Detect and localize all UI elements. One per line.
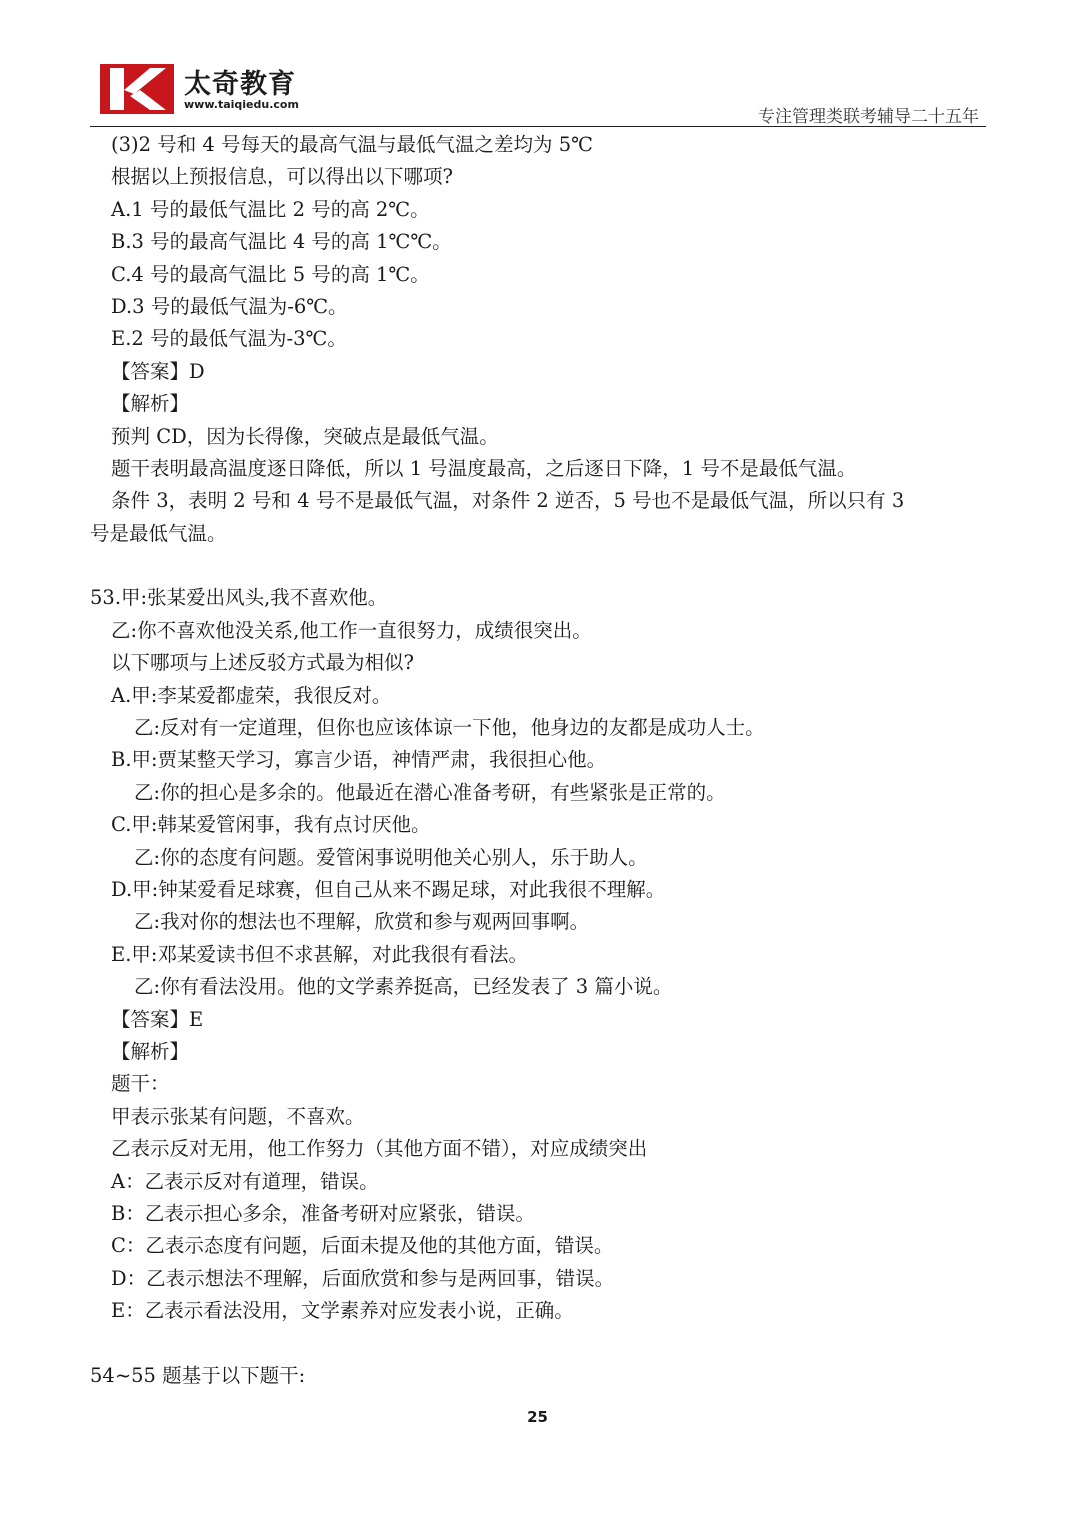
q53-stem: 以下哪项与上述反驳方式最为相似? — [111, 651, 414, 675]
q53-analysis-line: C：乙表示态度有问题，后面未提及他的其他方面，错误。 — [111, 1234, 614, 1258]
q53-option-c-jia: C.甲:韩某爱管闲事，我有点讨厌他。 — [111, 813, 431, 837]
header-tagline: 专注管理类联考辅导二十五年 — [758, 107, 979, 127]
q53-analysis-line: A：乙表示反对有道理，错误。 — [111, 1169, 379, 1193]
q53-analysis-label: 【解析】 — [111, 1039, 190, 1063]
q53-option-e-yi: 乙:你有看法没用。他的文学素养挺高，已经发表了 3 篇小说。 — [134, 975, 673, 999]
q52-stem: 根据以上预报信息，可以得出以下哪项? — [111, 165, 453, 189]
q53-analysis-line: 题干： — [111, 1072, 170, 1096]
q53-analysis-line: 乙表示反对无用，他工作努力（其他方面不错），对应成绩突出 — [111, 1137, 648, 1161]
page-header — [0, 0, 1075, 130]
q53-analysis-line: D：乙表示想法不理解，后面欣赏和参与是两回事，错误。 — [111, 1266, 615, 1290]
q53-option-e-jia: E.甲:邓某爱读书但不求甚解，对此我很有看法。 — [111, 942, 529, 966]
q53-analysis-line: B：乙表示担心多余，准备考研对应紧张，错误。 — [111, 1201, 535, 1225]
q53-option-c-yi: 乙:你的态度有问题。爱管闲事说明他关心别人，乐于助人。 — [134, 845, 648, 869]
q52-analysis-label: 【解析】 — [111, 392, 190, 416]
taiqi-logo-icon — [100, 64, 174, 114]
q53-option-a-jia: A.甲:李某爱都虚荣，我很反对。 — [111, 683, 392, 707]
q52-condition-3: (3)2 号和 4 号每天的最高气温与最低气温之差均为 5℃ — [111, 133, 593, 156]
q53-option-a-yi: 乙:反对有一定道理，但你也应该体谅一下他，他身边的友都是成功人士。 — [134, 716, 765, 740]
q52-option-b: B.3 号的最高气温比 4 号的高 1℃℃。 — [111, 230, 452, 254]
q52-analysis-line: 条件 3，表明 2 号和 4 号不是最低气温，对条件 2 逆否，5 号也不是最低气温，所以只有 3 — [111, 489, 905, 513]
q53-option-b-yi: 乙:你的担心是多余的。他最近在潜心准备考研，有些紧张是正常的。 — [134, 780, 726, 804]
q52-option-c: C.4 号的最高气温比 5 号的高 1℃。 — [111, 262, 430, 286]
q53-option-d-yi: 乙:我对你的想法也不理解，欣赏和参与观两回事啊。 — [134, 910, 590, 934]
q54-55-intro: 54~55 题基于以下题干: — [90, 1363, 306, 1387]
q52-option-e: E.2 号的最低气温为-3℃。 — [111, 327, 347, 351]
q53-option-b-jia: B.甲:贾某整天学习，寡言少语，神情严肃，我很担心他。 — [111, 748, 607, 772]
brand-url: www.taiqiedu.com — [184, 98, 299, 111]
document-body — [90, 129, 990, 1392]
q52-analysis-line: 号是最低气温。 — [90, 521, 227, 545]
q53-answer: 【答案】E — [111, 1007, 204, 1031]
q52-option-a: A.1 号的最低气温比 2 号的高 2℃。 — [111, 197, 430, 221]
q53-jia-statement: 53.甲:张某爱出风头,我不喜欢他。 — [90, 586, 388, 610]
page-number: 25 — [527, 1408, 548, 1426]
header-divider — [90, 126, 986, 127]
brand-name: 太奇教育 — [184, 69, 296, 100]
q52-analysis-line: 题干表明最高温度逐日降低，所以 1 号温度最高，之后逐日下降，1 号不是最低气温。 — [111, 456, 857, 480]
q52-analysis-line: 预判 CD，因为长得像，突破点是最低气温。 — [111, 424, 499, 448]
q53-analysis-line: E：乙表示看法没用，文学素养对应发表小说，正确。 — [111, 1299, 574, 1323]
q53-analysis-line: 甲表示张某有问题，不喜欢。 — [111, 1104, 365, 1128]
q52-option-d: D.3 号的最低气温为-6℃。 — [111, 294, 348, 318]
q52-answer: 【答案】D — [111, 359, 205, 383]
spacer — [90, 550, 990, 582]
q53-option-d-jia: D.甲:钟某爱看足球赛，但自己从来不踢足球，对此我很不理解。 — [111, 877, 666, 901]
q53-yi-statement: 乙:你不喜欢他没关系,他工作一直很努力，成绩很突出。 — [111, 618, 592, 642]
spacer — [90, 1327, 990, 1359]
